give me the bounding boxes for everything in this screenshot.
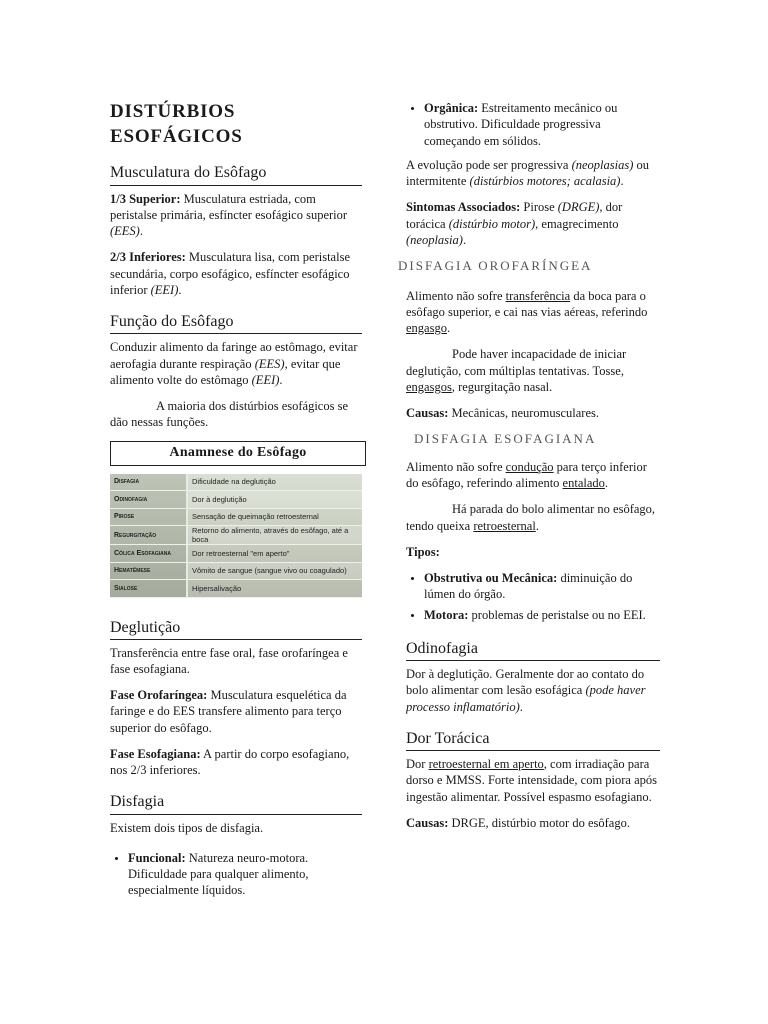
- anamnese-description: Hipersalivação: [187, 580, 362, 598]
- document-title: [110, 100, 362, 149]
- paragraph-orofaringea-causas: Causas: Mecânicas, neuromusculares.: [406, 406, 600, 421]
- heading-disfagia-esofagiana: DISFAGIA ESOFAGIANA: [414, 431, 597, 447]
- list-item-obstrutiva: • Obstrutiva ou Mecânica: diminuição do lúmen do órgão.: [424, 570, 660, 603]
- title-line-1: DISTÚRBIOS: [110, 101, 236, 122]
- anamnese-term: Hematêmese: [110, 562, 187, 580]
- paragraph-odinofagia: Dor à deglutição. Geralmente dor ao contato do bolo alimentar com lesão esofágica (pode haver processo inflamatório).: [406, 667, 646, 714]
- anamnese-term: Regurgitação: [110, 526, 187, 545]
- organica-list: [406, 100, 660, 149]
- paragraph-evolucao: A evolução pode ser progressiva (neoplasias) ou intermitente (distúrbios motores; acalasia).: [406, 157, 650, 188]
- anamnese-term: Disfagia: [110, 474, 187, 491]
- anamnese-description: Sensação de queimação retroesternal: [187, 508, 362, 526]
- paragraph-tercos-inferiores: 2/3 Inferiores: Musculatura lisa, com peristalse secundária, corpo esofágico, esfíncter esofágico inferior (EEI).: [110, 250, 350, 297]
- heading-odinofagia: Odinofagia: [406, 639, 660, 661]
- esofagiana-types-list: [406, 570, 660, 623]
- disfagia-types-list: [110, 850, 362, 899]
- paragraph-orofaringea-1: Alimento não sofre transferência da boca para o esôfago superior, e cai nas vias aéreas, referindo engasgo.: [406, 288, 648, 336]
- list-item-motora: • Motora: problemas de peristalse ou no EEI.: [424, 607, 660, 623]
- anamnese-term: Sialose: [110, 580, 187, 598]
- anamnese-row: [110, 562, 362, 580]
- paragraph-orofaringea-2: Pode haver incapacidade de iniciar deglutição, com múltiplas tentativas. Tosse, engasgos, regurgitação nasal.: [406, 347, 627, 394]
- anamnese-term: Cólica Esofagiana: [110, 545, 187, 563]
- title-line-2: ESOFÁGICOS: [110, 125, 243, 147]
- heading-musculatura: Musculatura do Esôfago: [110, 163, 362, 185]
- anamnese-description: Dor retroesternal "em aperto": [187, 545, 362, 563]
- heading-disfagia: Disfagia: [110, 792, 362, 814]
- anamnese-description: Vômito de sangue (sangue vivo ou coagulado): [187, 562, 362, 580]
- left-column: [110, 96, 362, 909]
- paragraph-dor-causas: Causas: DRGE, distúrbio motor do esôfago.: [406, 815, 630, 830]
- paragraph-sintomas: Sintomas Associados: Pirose (DRGE), dor torácica (distúrbio motor), emagrecimento (neoplasia).: [406, 200, 623, 247]
- anamnese-row: [110, 545, 362, 563]
- paragraph-funcao: Conduzir alimento da faringe ao estômago, evitar aerofagia durante respiração (EES), evitar que alimento volte do estômago (EEI).: [110, 340, 358, 387]
- anamnese-description: Retorno do alimento, através do esôfago, até a boca: [187, 526, 362, 545]
- anamnese-term: Odinofagia: [110, 491, 187, 509]
- paragraph-esofagiana-1: Alimento não sofre condução para terço inferior do esôfago, referindo alimento entalado.: [406, 459, 647, 491]
- anamnese-title: Anamnese do Esôfago: [110, 441, 366, 466]
- list-item-funcional: • Funcional: Natureza neuro-motora. Dificuldade para qualquer alimento, especialmente líquidos.: [128, 850, 362, 899]
- list-item-organica: • Orgânica: Estreitamento mecânico ou obstrutivo. Dificuldade progressiva começando em sólidos.: [424, 100, 660, 149]
- label-tipos: Tipos:: [406, 544, 440, 559]
- heading-degluticao: Deglutição: [110, 618, 362, 640]
- paragraph-maioria: A maioria dos distúrbios esofágicos se dão nessas funções.: [110, 399, 348, 430]
- heading-funcao: Função do Esôfago: [110, 312, 362, 334]
- paragraph-fase-orofaringea: Fase Orofaríngea: Musculatura esquelética da faringe e do EES transfere alimento para terço superior do esôfago.: [110, 688, 347, 735]
- paragraph-fase-esofagiana: Fase Esofagiana: A partir do corpo esofagiano, nos 2/3 inferiores.: [110, 746, 350, 778]
- paragraph-disfagia: Existem dois tipos de disfagia.: [110, 820, 264, 835]
- paragraph-dor-toracica: Dor retroesternal em aperto, com irradiação para dorso e MMSS. Forte intensidade, com piora após ingestão alimentar. Possível espasmo esofagiano.: [406, 757, 658, 804]
- heading-disfagia-orofaringea: DISFAGIA OROFARÍNGEA: [398, 258, 593, 273]
- anamnese-row: [110, 580, 362, 598]
- right-column: [398, 100, 660, 841]
- anamnese-row: [110, 508, 362, 526]
- anamnese-row: [110, 474, 362, 491]
- heading-dor-toracica: Dor Torácica: [406, 729, 660, 751]
- anamnese-row: [110, 491, 362, 509]
- anamnese-table: [110, 474, 362, 598]
- paragraph-degluticao: Transferência entre fase oral, fase orofaríngea e fase esofagiana.: [110, 645, 348, 676]
- paragraph-esofagiana-2: Há parada do bolo alimentar no esôfago, tendo queixa retroesternal.: [406, 502, 656, 533]
- anamnese-description: Dificuldade na deglutição: [187, 474, 362, 491]
- anamnese-row: [110, 526, 362, 545]
- anamnese-description: Dor à deglutição: [187, 491, 362, 509]
- anamnese-term: Pirose: [110, 508, 187, 526]
- paragraph-terco-superior: 1/3 Superior: Musculatura estriada, com peristalse primária, esfíncter esofágico superior (EES).: [110, 191, 348, 239]
